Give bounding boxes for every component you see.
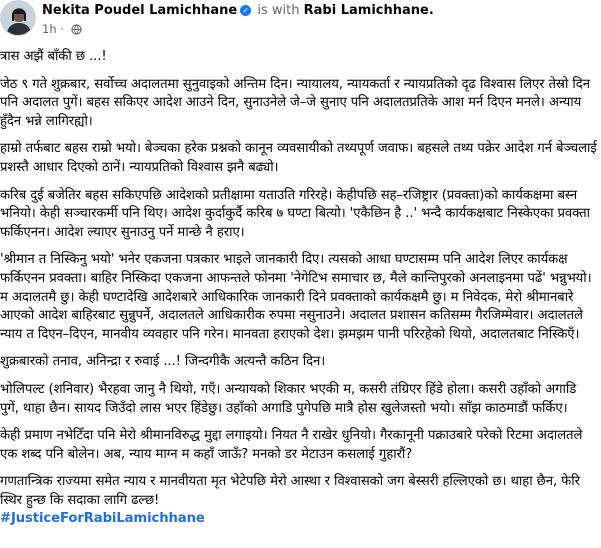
- post-paragraph: 'श्रीमान त निस्किनु भयो' भनेर एकजना पत्रकार भाइले जानकारी दिए। त्यसको आधा घण्टासम्म पनि आदेश लिएर कार्यकक्ष फर्किएनन प्रवक्ता। बाहिर निस्किदा एकजना आफन्तले फोनमा 'नेगेटिभ समाचार छ, मैले कान्तिपुरको अनलाइनमा पढें' भन्नुभयो। म अदालतमै छु। केही घण्टादेखि आदेशबारे आधिकारिक जानकारी दिने प्रवक्ताको कार्यकक्षमै छु। म निवेदक, मेरो श्रीमानबारे आएको आदेश बाहिरबाट सुन्नुपर्ने, अदालतले आधिकारीक रुपमा नसुनाउने। अदालत प्रशासन कतिसम्म गैरजिम्मेवार। अदालतले न्याय त दिएन–दिएन, मानवीय व्यवहार पनि गरेन। मानवता हराएको देश। झमझम पानी परिरहेको थियो, अदालतबाट निस्किएँ।: [0, 252, 592, 342]
- tagged-person-name[interactable]: Rabi Lamichhane.: [303, 3, 434, 18]
- author-line: [42, 3, 434, 19]
- meta-separator: ·: [60, 22, 64, 36]
- post-body: [0, 48, 598, 538]
- post-header: [0, 0, 601, 40]
- post-paragraph: भोलिपल्ट (शनिवार) भैरहवा जानु नै थियो, गएँ। अन्यायको शिकार भएकी म, कसरी तंग्रिएर हिंडे होला। कसरी उहाँको अगाडि पुगें, थाहा छैन। सायद जिउँदो लास भएर हिंडेछु। उहाँको अगाडि पुगेपछि मात्रै होस खुलेजस्तो भयो। साँझ काठमाडौं फर्किए।: [0, 381, 577, 416]
- post-time[interactable]: 1h: [42, 22, 57, 36]
- post-paragraph: शुक्रबारको तनाव, अनिन्द्रा र रुवाई ...! जिन्दगीकै अत्यन्तै कठिन दिन।: [0, 354, 326, 370]
- post-paragraph: जेठ ९ गते शुक्रबार, सर्वोच्च अदालतमा सुनुवाइको अन्तिम दिन। न्यायालय, न्यायकर्ता र न्यायप्रतिको दृढ विश्वास लिएर तेस्रो दिन पनि अदालत पुगें। बहस सकिएर आदेश आउने दिन, सुनाउनेले जे–जे सुनाए पनि अदालतप्रतिके आश मर्न दिएन मनले। अन्याय हुँदैन भन्ने लागिरह्यो।: [0, 76, 590, 129]
- post-paragraph: त्रास अझैं बाँकी छ ...!: [0, 49, 107, 64]
- post-meta: [42, 22, 82, 36]
- hashtag-line: [0, 510, 598, 529]
- verified-badge-icon: ✓: [240, 5, 251, 16]
- post-paragraph: केही प्रमाण नभेटिँदा पनि मेरो श्रीमानविरुद्ध मुद्दा लगाइयो। नियत नै राखेर धुनियो। गैरकानूनी पक्राउबारे परेको रिटमा अदालतले एक शब्द पनि बोलेन। अब, न्याय माग्न म कहाँ जाऊँ? मनको डर मेटाउन कसलाई गुहारौं?: [0, 428, 583, 462]
- post-paragraph: हाम्रो तर्फबाट बहस राम्रो भयो। बेञ्चका हरेक प्रश्नको कानून व्यवसायीको तथ्यपूर्ण जवाफ। बहसले तथ्य पक्रेर आदेश गर्न बेञ्चलाई प्रशस्तै आधार दिएको ठानें। न्यायप्रतिको विश्वास झनै बढ्यो।: [0, 141, 597, 175]
- author-avatar[interactable]: [0, 0, 36, 36]
- post-paragraph: गणतान्त्रिक राज्यमा समेत न्याय र मानवीयता मृत भेटेपछि मेरो आस्था र विश्वासको जग बेस्सरी हल्लिएको छ। थाहा छैन, फेरि स्थिर हुन्छ कि सदाका लागि ढल्छ!: [0, 474, 580, 508]
- author-name[interactable]: Nekita Poudel Lamichhane: [42, 3, 238, 18]
- with-text: is with: [257, 3, 300, 18]
- post-paragraph: करिब दुई बजेतिर बहस सकिएपछि आदेशको प्रतीक्षामा यताउति गरिरहे। केहीपछि सह–रजिष्ट्रार (प्रवक्ता)को कार्यकक्षमा बस्न भनियो। केही सञ्चारकर्मी पनि थिए। आदेश कुर्दाकुर्दै करिब ७ घण्टा बित्यो। 'एकैछिन है ..' भन्दै कार्यकक्षबाट निस्केएका प्रवक्ता फर्किएनन। आदेश ल्याएर सुनाउनु पर्ने मान्छे नै हराए।: [0, 187, 590, 240]
- hashtag-link[interactable]: #JusticeForRabiLamichhane: [0, 511, 205, 527]
- avatar-image: [1, 1, 36, 36]
- globe-icon[interactable]: [71, 24, 82, 35]
